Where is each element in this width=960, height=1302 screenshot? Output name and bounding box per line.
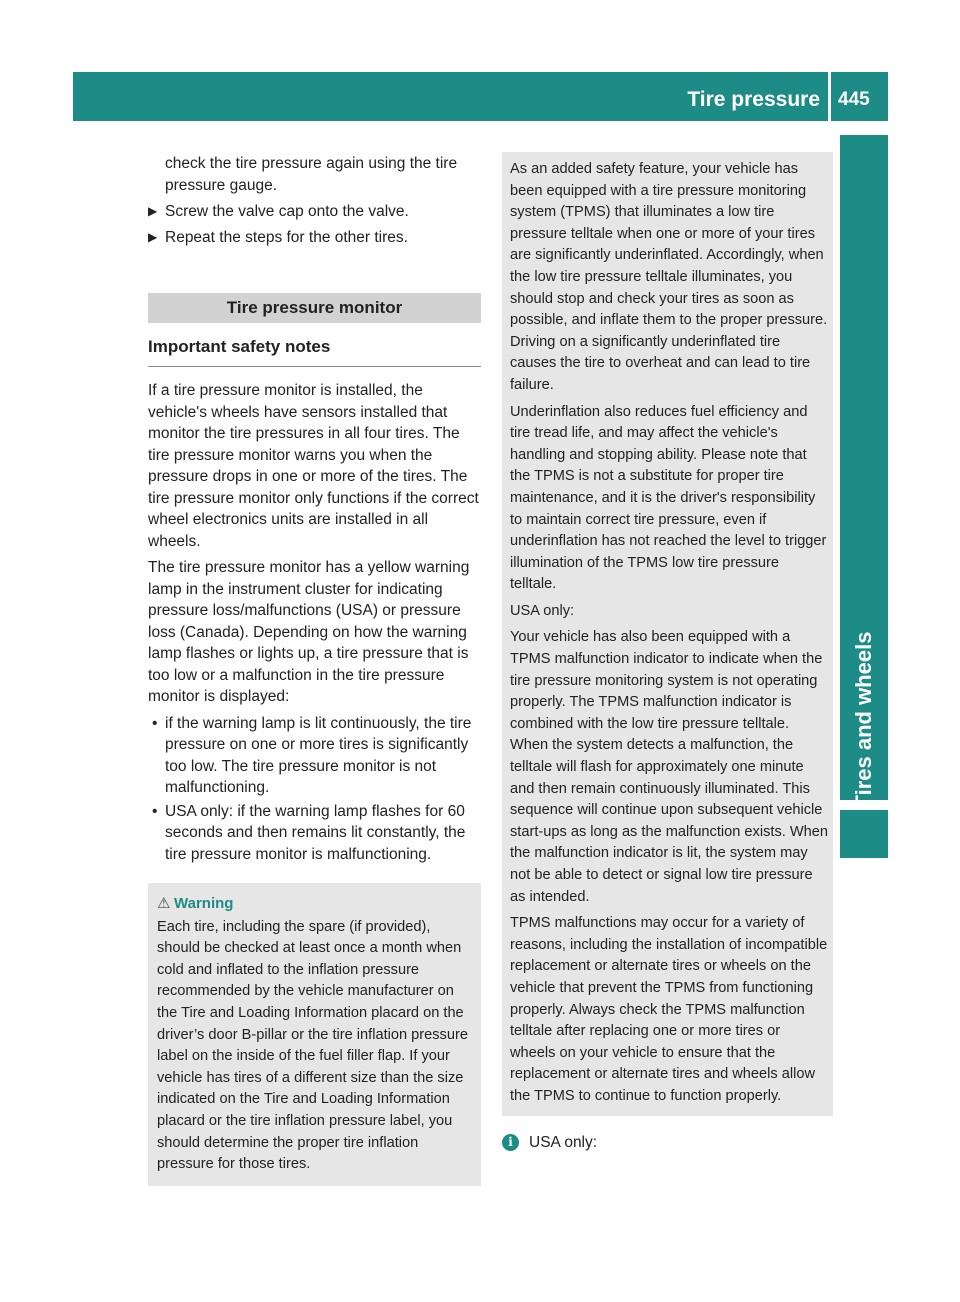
subsection-title: Important safety notes <box>148 323 481 367</box>
warning-title: Warning <box>174 895 234 912</box>
paragraph: If a tire pressure monitor is installed, the vehicle's wheels have sensors installed that monitor the tire pressures in all four tires. The tire pressure monitor warns you when the pressure drops in one or more of the tires. The tire pressure monitor only functions if the correct wheel electronics units are installed in all wheels. <box>148 382 479 550</box>
info-note-text: USA only: <box>529 1133 598 1151</box>
side-tab-block <box>840 810 888 858</box>
warning-triangle-icon: ⚠ <box>157 895 171 912</box>
warning-text: Each tire, including the spare (if provided), should be checked at least once a month when cold and inflated to the inflation pressure recommended by the vehicle manufacturer on the Tire and Loading Information placard on the driver’s door B-pillar or the tire inflation pressure label on the inside of the fuel filler flap. If your vehicle has tires of a different size than the size indicated on the Tire and Loading Information placard or the tire inflation pressure label, you should determine the proper tire inflation pressure for those tires. <box>157 918 468 1173</box>
header-title: Tire pressure <box>687 88 820 111</box>
box-paragraph: Your vehicle has also been equipped with a TPMS malfunction indicator to indicate when the tire pressure monitoring system is not operating properly. The TPMS malfunction indicator is combined with the low tire pressure telltale. When the system detects a malfunction, the telltale will flash for approximately one minute and then remain continuously illuminated. This sequence will continue upon subsequent vehicle start-ups as long as the malfunction exists. When the malfunction indicator is lit, the system may not be able to detect or signal low tire pressure as intended. <box>510 629 828 905</box>
list-item-text: USA only: if the warning lamp flashes for 60 seconds and then remains lit constantly, the tire pressure monitor is malfunctioning. <box>165 802 466 863</box>
paragraph: The tire pressure monitor has a yellow warning lamp in the instrument cluster for indicating pressure loss/malfunctions (USA) or pressure loss (Canada). Depending on how the warning lamp flashes or lights up, a tire pressure that is too low or a malfunction in the tire pressure monitor is displayed: <box>148 559 470 705</box>
list-item <box>148 713 481 799</box>
step-item <box>148 201 481 223</box>
warning-heading <box>157 893 473 915</box>
triangle-right-icon: ▶ <box>148 229 158 244</box>
list-item-text: if the warning lamp is lit continuously, the tire pressure on one or more tires is significantly too low. The tire pressure monitor is not malfunctioning. <box>165 714 472 796</box>
continued-text: check the tire pressure again using the tire pressure gauge. <box>165 155 458 194</box>
bullet-dot-icon: • <box>152 714 158 732</box>
page-number: 445 <box>838 89 870 110</box>
box-paragraph: As an added safety feature, your vehicle has been equipped with a tire pressure monitoring system (TPMS) that illuminates a low tire pressure telltale when one or more of your tires are significantly underinflated. Accordingly, when the low tire pressure telltale illuminates, you should stop and check your tires as soon as possible, and inflate them to the proper pressure. Driving on a significantly underinflated tire causes the tire to overheat and can lead to tire failure. <box>510 161 828 393</box>
info-icon: i <box>502 1134 519 1151</box>
section-title: Tire pressure monitor <box>148 293 481 323</box>
step-text: Repeat the steps for the other tires. <box>165 228 408 246</box>
left-column <box>148 153 481 1186</box>
page-header <box>73 72 888 121</box>
bullet-dot-icon: • <box>152 802 158 820</box>
right-column <box>502 152 833 1153</box>
box-paragraph: Underinflation also reduces fuel efficiency and tire tread life, and may affect the vehicle's handling and stopping ability. Please note that the TPMS is not a substitute for proper tire maintenance, and it is the driver's responsibility to maintain correct tire pressure, even if underinflation has not reached the level to trigger illumination of the TPMS low tire pressure telltale. <box>510 403 827 593</box>
side-tab-label: Tires and wheels <box>851 631 876 809</box>
header-divider <box>828 72 831 121</box>
tpms-info-box <box>502 152 833 1116</box>
box-paragraph: TPMS malfunctions may occur for a variety of reasons, including the installation of incompatible replacement or alternate tires or wheels on the vehicle that prevent the TPMS from functioning properly. Always check the TPMS malfunction telltale after replacing one or more tires or wheels on your vehicle to ensure that the replacement or alternate tires and wheels allow the TPMS to continue to function properly. <box>510 915 828 1104</box>
warning-box <box>148 883 481 1186</box>
step-item <box>148 227 481 249</box>
list-item <box>148 801 481 866</box>
triangle-right-icon: ▶ <box>148 204 158 218</box>
info-note <box>502 1132 833 1154</box>
box-paragraph: USA only: <box>510 602 575 619</box>
step-text: Screw the valve cap onto the valve. <box>165 203 409 220</box>
